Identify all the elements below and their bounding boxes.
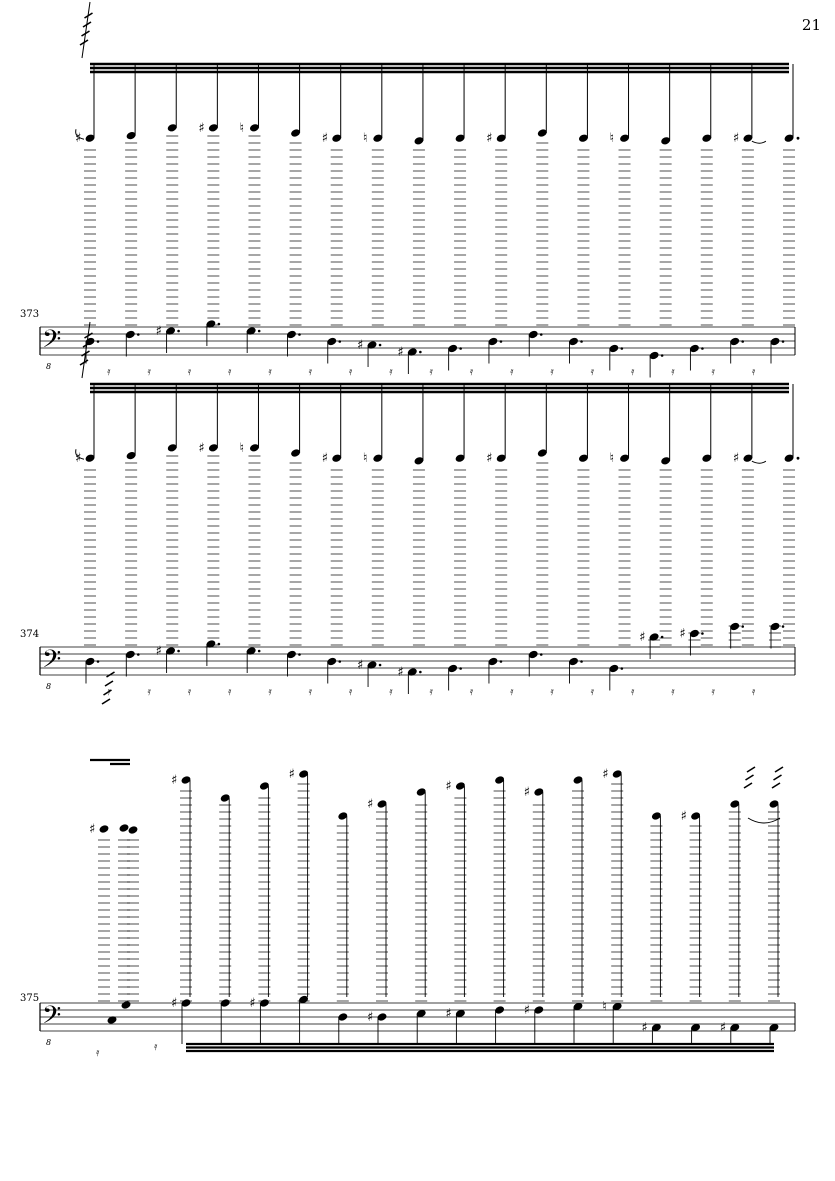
- measure-number-375: 375: [20, 993, 40, 1004]
- system-375: [40, 672, 795, 1059]
- accidental-sharp: ♯: [171, 996, 178, 1011]
- accidental-sharp: ♯: [397, 665, 404, 680]
- grace-stem: [82, 322, 90, 378]
- sixteenth-rest-icon: 𝄿: [429, 365, 433, 378]
- dot: [580, 340, 583, 343]
- system-373: [40, 2, 799, 378]
- sixteenth-rest-icon: 𝄿: [228, 685, 232, 698]
- sixteenth-rest-icon: 𝄿: [147, 365, 151, 378]
- dot: [379, 344, 382, 347]
- dot: [797, 137, 800, 140]
- accidental-sharp: ♯: [732, 131, 740, 147]
- sixteenth-rest-icon: 𝄿: [96, 1046, 100, 1059]
- dot: [338, 340, 341, 343]
- accidental-sharp: ♯: [357, 338, 364, 353]
- accidental-sharp: ♯: [89, 822, 96, 837]
- dot: [177, 650, 180, 653]
- dot: [137, 653, 140, 656]
- system-374: [40, 322, 799, 698]
- accidental-natural: ♮: [362, 131, 368, 147]
- dot: [298, 653, 301, 656]
- sixteenth-rest-icon: 𝄿: [154, 1040, 158, 1053]
- dot: [258, 650, 261, 653]
- dot: [661, 636, 664, 639]
- accidental-natural: ♮: [609, 451, 615, 467]
- accidental-sharp: ♯: [486, 451, 493, 467]
- tremolo-slash: [772, 783, 780, 788]
- dot: [741, 625, 744, 628]
- sixteenth-rest-icon: 𝄿: [469, 365, 474, 378]
- accidental-sharp: ♯: [732, 451, 740, 467]
- sixteenth-rest-icon: 𝄿: [268, 685, 272, 698]
- accidental-sharp: ♯: [523, 1003, 531, 1018]
- accidental-sharp: ♯: [321, 451, 329, 467]
- sixteenth-rest-icon: 𝄿: [550, 365, 554, 378]
- upper-notehead: [98, 824, 109, 834]
- dot: [218, 643, 221, 646]
- accidental-sharp: ♯: [639, 630, 646, 645]
- tremolo-slash: [775, 767, 783, 772]
- accidental-sharp: ♯: [357, 658, 364, 673]
- tremolo-slash: [107, 672, 115, 677]
- dot: [419, 671, 422, 674]
- accidental-sharp: ♯: [249, 996, 256, 1011]
- lower-notehead: [106, 1015, 117, 1025]
- accidental-sharp: ♯: [321, 131, 329, 147]
- dot: [540, 653, 543, 656]
- accidental-natural: ♮: [609, 131, 615, 147]
- accidental-natural: ♮: [602, 999, 607, 1015]
- sixteenth-rest-icon: 𝄿: [469, 685, 474, 698]
- dot: [177, 330, 180, 333]
- sixteenth-rest-icon: 𝄿: [711, 365, 715, 378]
- dot: [741, 340, 744, 343]
- dot: [137, 333, 140, 336]
- accidental-sharp: ♯: [288, 767, 295, 782]
- dot: [258, 330, 261, 333]
- dot: [338, 660, 341, 663]
- sixteenth-rest-icon: 𝄿: [630, 365, 635, 378]
- grace-stem: [82, 2, 90, 58]
- bass-clef-icon: 𝄢: [42, 1001, 62, 1036]
- dot: [621, 667, 624, 670]
- sixteenth-rest-icon: 𝄿: [147, 685, 151, 698]
- sixteenth-rest-icon: 𝄿: [711, 685, 715, 698]
- clef-octave-label: 8: [46, 1038, 52, 1047]
- tremolo-slash: [747, 767, 755, 772]
- accidental-sharp: ♯: [445, 779, 452, 794]
- sixteenth-rest-icon: 𝄿: [671, 685, 675, 698]
- sixteenth-rest-icon: 𝄿: [348, 685, 353, 698]
- lower-notehead: [120, 1000, 131, 1010]
- accidental-sharp: ♯: [155, 324, 162, 339]
- sixteenth-rest-icon: 𝄿: [751, 685, 756, 698]
- measure-number-373: 373: [20, 309, 40, 320]
- accidental-natural: ♮: [362, 451, 368, 467]
- sixteenth-rest-icon: 𝄿: [590, 685, 595, 698]
- sixteenth-rest-icon: 𝄿: [510, 365, 514, 378]
- sixteenth-rest-icon: 𝄿: [308, 365, 312, 378]
- sixteenth-rest-icon: 𝄿: [187, 365, 192, 378]
- sixteenth-rest-icon: 𝄿: [389, 365, 393, 378]
- sixteenth-rest-icon: 𝄿: [429, 685, 433, 698]
- upper-notehead: [118, 823, 129, 833]
- accidental-natural: ♮: [239, 440, 245, 456]
- accidental-sharp: ♯: [367, 797, 374, 812]
- dot: [782, 625, 785, 628]
- tremolo-slash: [744, 783, 752, 788]
- clef-octave-label: 8: [46, 362, 52, 371]
- accidental-sharp: ♯: [75, 451, 82, 467]
- accidental-sharp: ♯: [486, 131, 493, 147]
- accidental-sharp: ♯: [155, 644, 162, 659]
- bass-clef-icon: 𝄢: [42, 325, 62, 360]
- sixteenth-rest-icon: 𝄿: [107, 365, 111, 378]
- dot: [701, 347, 704, 350]
- dot: [459, 347, 462, 350]
- dot: [782, 340, 785, 343]
- dot: [661, 354, 664, 357]
- accidental-natural: ♮: [239, 120, 245, 136]
- sixteenth-rest-icon: 𝄿: [590, 365, 595, 378]
- dot: [500, 340, 503, 343]
- dot: [298, 333, 301, 336]
- dot: [580, 660, 583, 663]
- sixteenth-rest-icon: 𝄿: [671, 365, 675, 378]
- accidental-sharp: ♯: [641, 1020, 648, 1036]
- tremolo-slash: [774, 775, 782, 780]
- tie: [752, 141, 766, 143]
- accidental-sharp: ♯: [445, 1006, 452, 1022]
- sixteenth-rest-icon: 𝄿: [228, 365, 232, 378]
- accidental-sharp: ♯: [367, 1010, 374, 1025]
- accidental-sharp: ♯: [719, 1020, 727, 1036]
- accidental-sharp: ♯: [397, 345, 404, 360]
- measure-number-374: 374: [20, 629, 40, 640]
- tie: [752, 461, 766, 463]
- dot: [419, 351, 422, 354]
- sixteenth-rest-icon: 𝄿: [348, 365, 353, 378]
- dot: [500, 660, 503, 663]
- dot: [797, 457, 800, 460]
- accidental-sharp: ♯: [523, 785, 531, 800]
- page-number: 21: [801, 16, 821, 34]
- dot: [97, 340, 100, 343]
- dot: [701, 632, 704, 635]
- accidental-sharp: ♯: [602, 767, 609, 782]
- sixteenth-rest-icon: 𝄿: [268, 365, 272, 378]
- accidental-sharp: ♯: [198, 440, 205, 456]
- accidental-sharp: ♯: [198, 120, 205, 136]
- sixteenth-rest-icon: 𝄿: [510, 685, 514, 698]
- sixteenth-rest-icon: 𝄿: [308, 685, 312, 698]
- upper-notehead: [127, 825, 138, 835]
- tremolo-slash: [746, 775, 754, 780]
- sixteenth-rest-icon: 𝄿: [550, 685, 554, 698]
- tremolo-slash: [102, 699, 110, 704]
- bass-clef-icon: 𝄢: [42, 645, 62, 680]
- dot: [621, 347, 624, 350]
- clef-octave-label: 8: [46, 682, 52, 691]
- accidental-sharp: ♯: [75, 131, 82, 147]
- dot: [459, 667, 462, 670]
- dot: [540, 333, 543, 336]
- dot: [97, 660, 100, 663]
- accidental-sharp: ♯: [171, 773, 178, 788]
- sixteenth-rest-icon: 𝄿: [389, 685, 393, 698]
- sixteenth-rest-icon: 𝄿: [751, 365, 756, 378]
- sixteenth-rest-icon: 𝄿: [630, 685, 635, 698]
- dot: [218, 323, 221, 326]
- dot: [379, 664, 382, 667]
- accidental-sharp: ♯: [679, 626, 686, 642]
- sixteenth-rest-icon: 𝄿: [187, 685, 192, 698]
- accidental-sharp: ♯: [680, 809, 687, 824]
